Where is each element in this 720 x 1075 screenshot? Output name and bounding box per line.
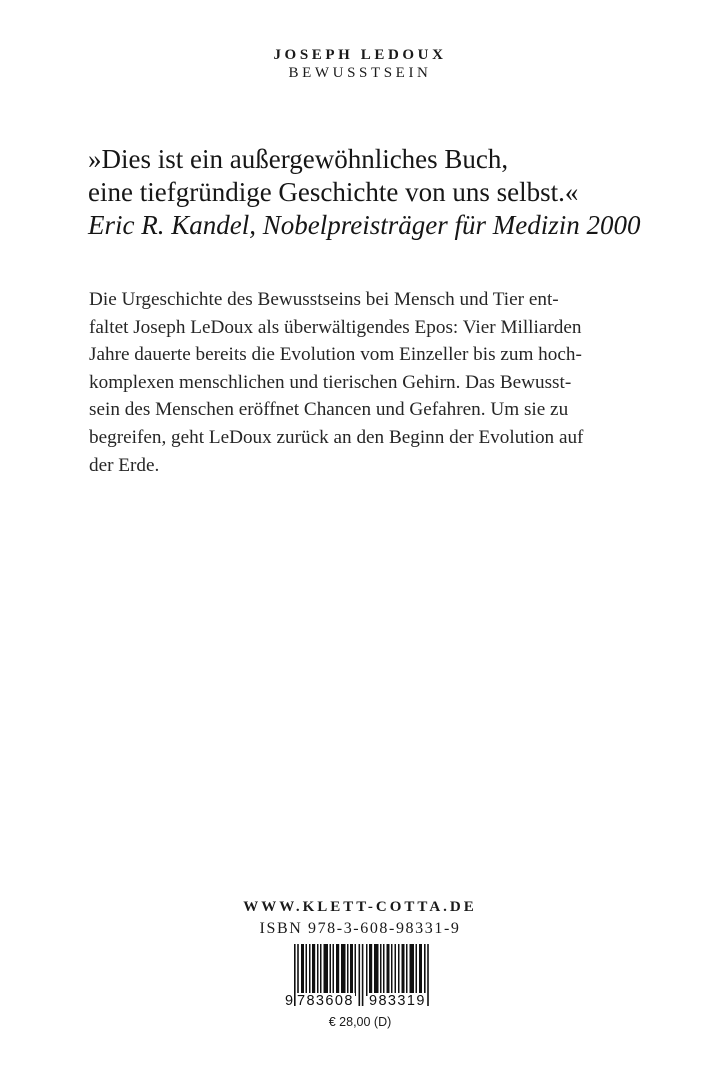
book-title: BEWUSSTSEIN xyxy=(288,65,432,81)
endorsement-quote xyxy=(88,143,648,242)
blurb-line: begreifen, geht LeDoux zurück an den Beginn der Evolution auf xyxy=(89,426,584,448)
quote-attribution: Eric R. Kandel, Nobelpreisträger für Medizin 2000 xyxy=(88,210,641,240)
blurb-line: komplexen menschlichen und tierischen Gehirn. Das Bewusst- xyxy=(89,371,572,393)
quote-line: eine tiefgründige Geschichte von uns selbst.« xyxy=(88,177,579,207)
ean-barcode xyxy=(284,944,438,1012)
cover-header xyxy=(0,46,720,82)
blurb-paragraph xyxy=(89,286,649,479)
blurb-line: der Erde. xyxy=(89,454,160,476)
publisher-footer xyxy=(0,898,720,939)
price-label: € 28,00 (D) xyxy=(328,1015,392,1029)
isbn-number: ISBN 978-3-608-98331-9 xyxy=(259,920,461,937)
blurb-line: sein des Menschen eröffnet Chancen und Gefahren. Um sie zu xyxy=(89,399,569,421)
blurb-line: faltet Joseph LeDoux als überwältigendes Epos: Vier Milliarden xyxy=(89,316,582,338)
publisher-website: WWW.KLETT-COTTA.DE xyxy=(243,899,477,915)
blurb-line: Jahre dauerte bereits die Evolution vom Einzeller bis zum hoch- xyxy=(89,344,582,366)
blurb-line: Die Urgeschichte des Bewusstseins bei Mensch und Tier ent- xyxy=(89,289,559,310)
quote-line: »Dies ist ein außergewöhnliches Buch, xyxy=(88,144,509,174)
author-name: JOSEPH LEDOUX xyxy=(273,47,447,63)
barcode-left-group: 783608 xyxy=(297,993,354,1009)
barcode-right-group: 983319 xyxy=(369,993,426,1009)
barcode-first-digit: 9 xyxy=(285,993,294,1009)
